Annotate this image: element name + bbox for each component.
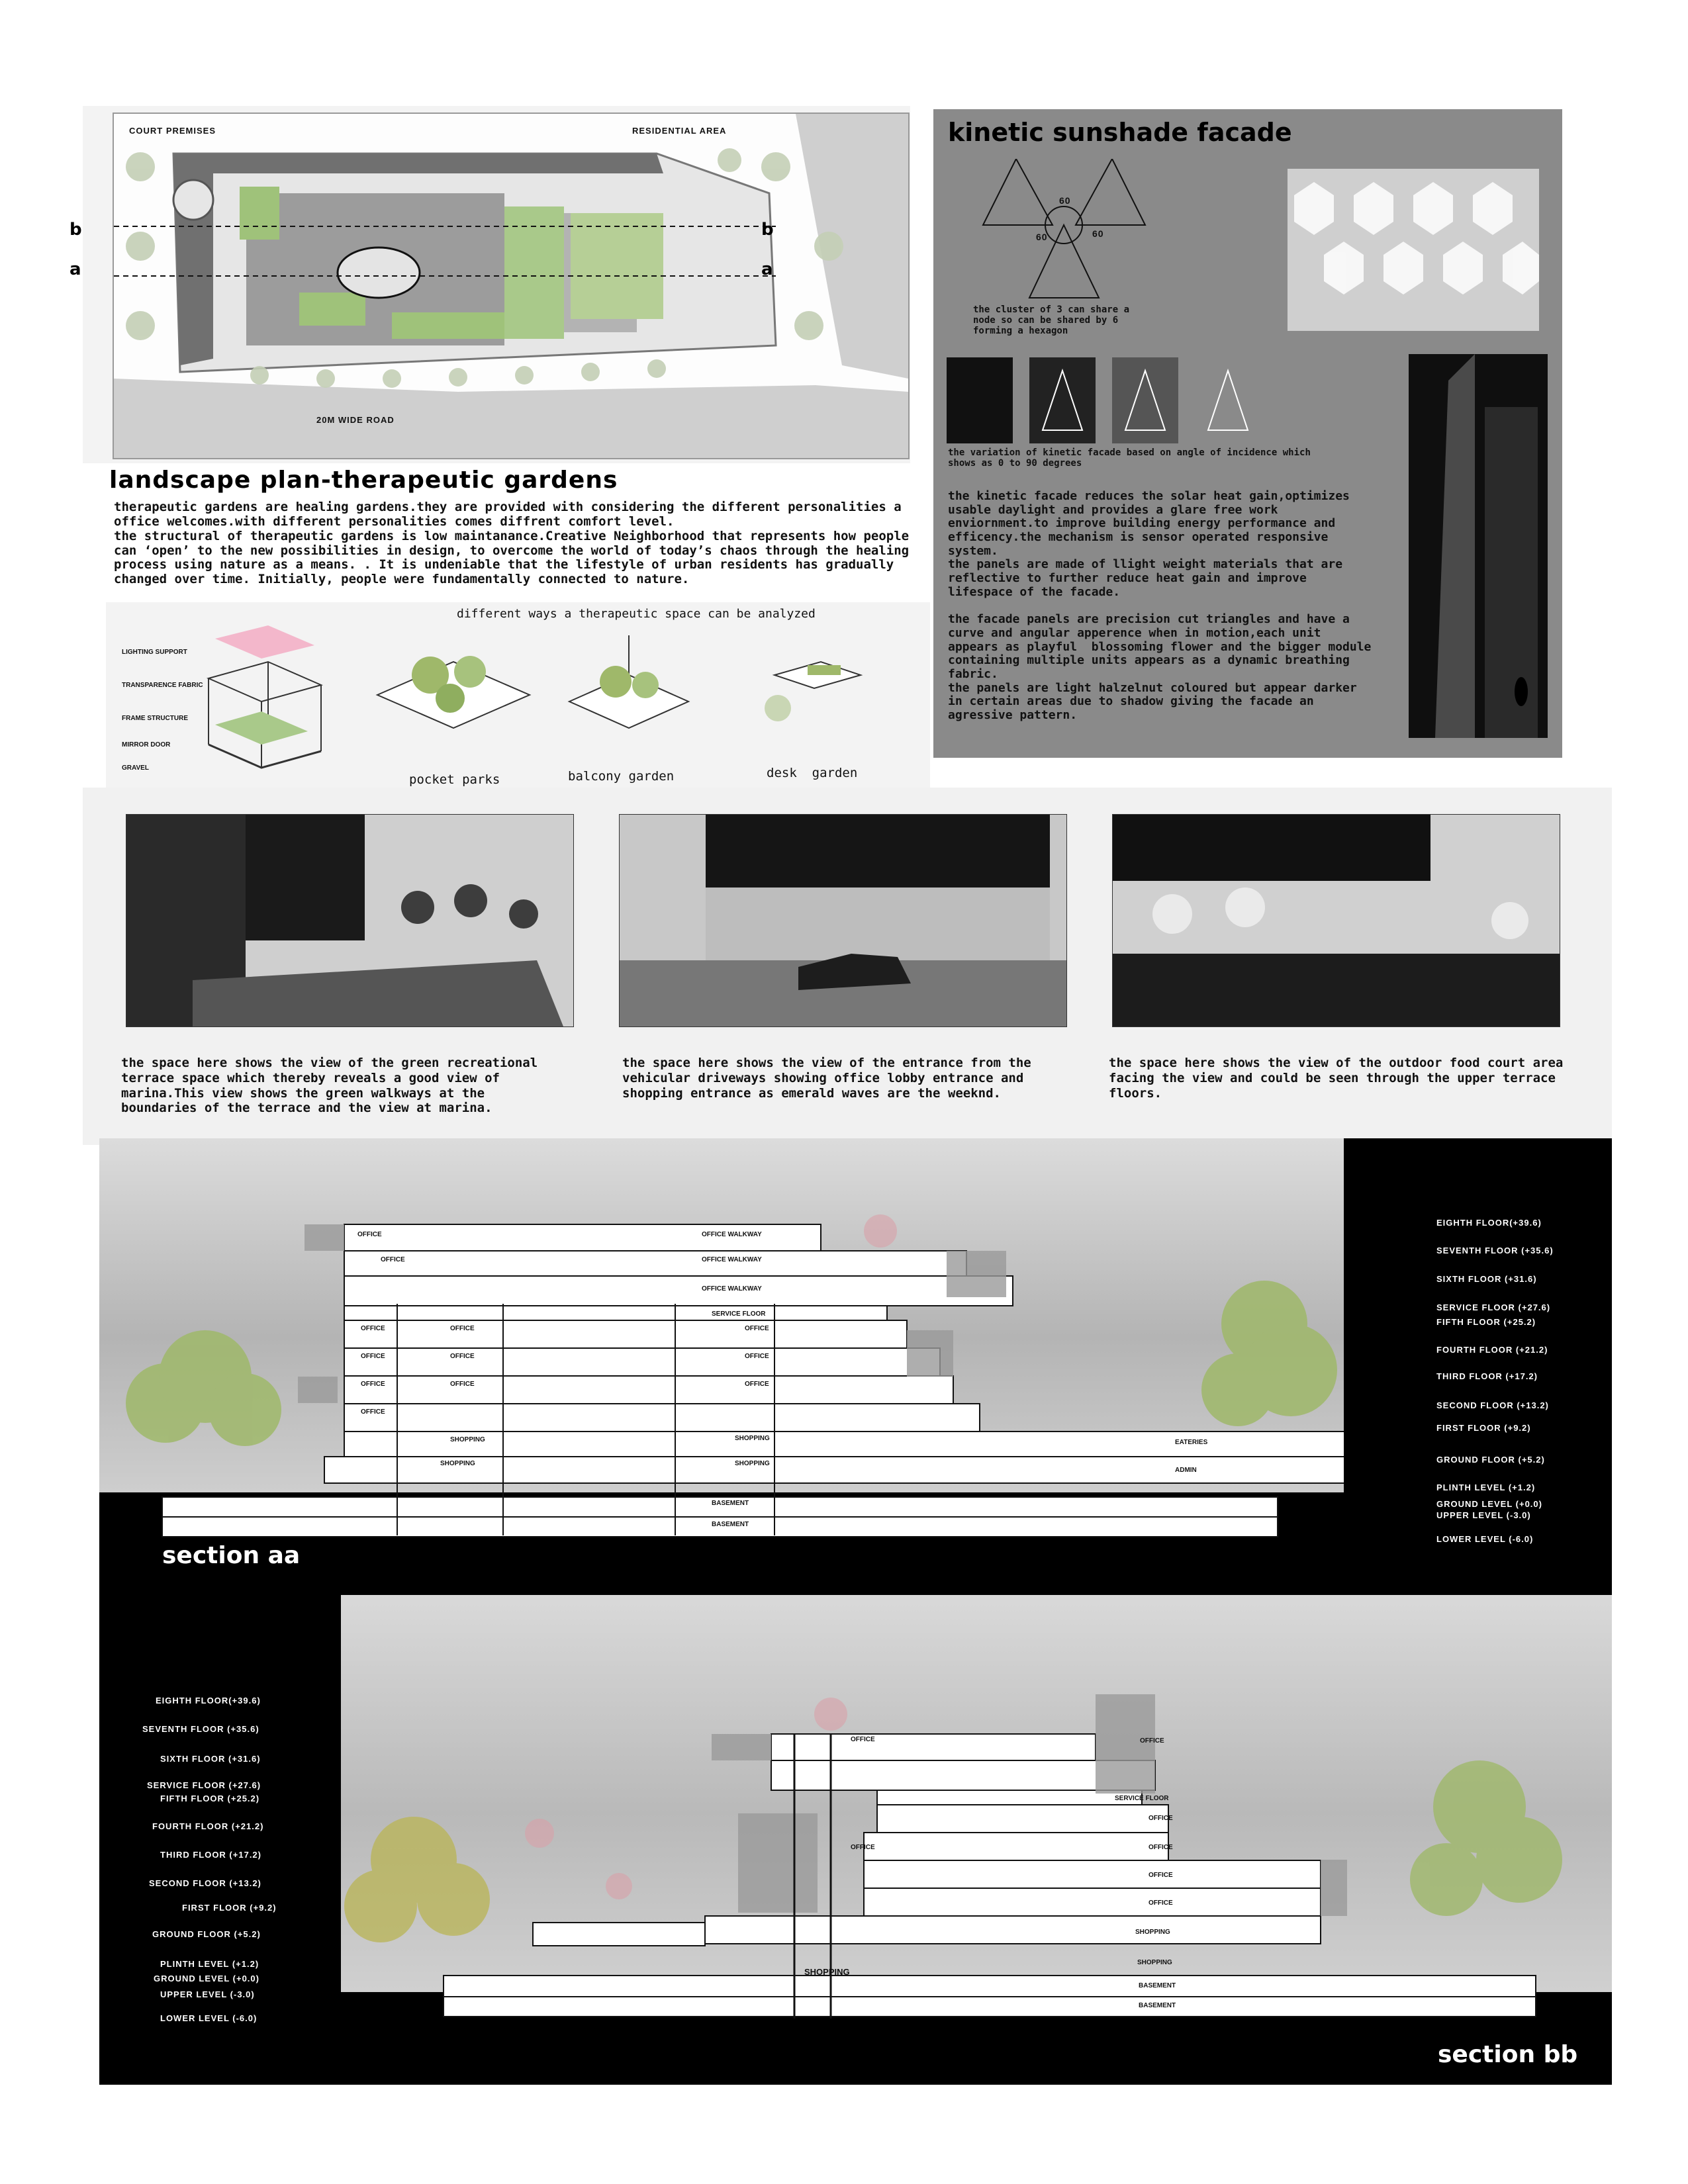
cluster-note: the cluster of 3 can share a node so can be shared by 6 forming a hexagon [973,304,1130,337]
bb-room-5: OFFICE [1149,1844,1173,1851]
view-caption-terrace: the space here shows the view of the green recreational terrace space which thereby reveals a good view of marina.This view shows the green walkways at the boundaries of the terrace and the view at marina. [121,1056,538,1116]
aa-room-5: SERVICE FLOOR [712,1310,766,1318]
view-terrace-drawing [126,815,573,1026]
variation-note: the variation of kinetic facade based on angle of incidence which shows as 0 to 90 degrees [948,447,1311,469]
aa-room-6: OFFICE [361,1325,385,1332]
aa-room-20: EATERIES [1175,1439,1208,1446]
aa-room-22: BASEMENT [712,1500,749,1507]
garden-label-desk: desk garden [767,766,858,780]
bb-level-4: FIFTH FLOOR (+25.2) [160,1794,260,1803]
aa-level-11: GROUND LEVEL (+0.0) [1436,1499,1542,1509]
section-aa-title: section aa [162,1542,301,1569]
bb-level-13: LOWER LEVEL (-6.0) [160,2013,258,2023]
aa-room-1: OFFICE WALKWAY [702,1231,762,1238]
section-marker-b-left: b [70,220,82,240]
aa-level-3: SERVICE FLOOR (+27.6) [1436,1302,1551,1312]
aa-room-0: OFFICE [357,1231,382,1238]
angle-label-left: 60 [1036,232,1048,242]
aa-level-6: THIRD FLOOR (+17.2) [1436,1371,1538,1381]
view-entrance-image [619,814,1067,1027]
angle-label-right: 60 [1092,228,1104,239]
triangle-cluster-drawing [980,159,1152,304]
aa-level-13: LOWER LEVEL (-6.0) [1436,1534,1534,1544]
axo-label-frame: FRAME STRUCTURE [122,715,188,722]
bb-level-10: PLINTH LEVEL (+1.2) [160,1959,259,1969]
triangle-cluster-diagram [980,159,1152,304]
landscape-plan-title: landscape plan-therapeutic gardens [109,467,618,494]
garden-label-pocket-parks: pocket parks [409,772,500,787]
view-caption-entrance: the space here shows the view of the entrance from the vehicular driveways showing office lobby entrance and shopping entrance as emerald waves are the weeknd. [622,1056,1031,1101]
view-entrance-drawing [620,815,1066,1026]
residential-area-label: RESIDENTIAL AREA [632,126,727,136]
road-label: 20M WIDE ROAD [316,415,395,425]
bb-room-1: OFFICE [1140,1737,1164,1745]
aa-room-23: BASEMENT [712,1521,749,1528]
bb-room-11: BASEMENT [1139,1982,1176,1989]
bb-level-2: SIXTH FLOOR (+31.6) [160,1754,261,1764]
garden-label-balcony: balcony garden [568,769,675,784]
facade-variation-drawing [947,357,1264,443]
aa-room-15: OFFICE [361,1408,385,1416]
bb-level-6: THIRD FLOOR (+17.2) [160,1850,261,1860]
bb-level-1: SEVENTH FLOOR (+35.6) [142,1724,259,1734]
bb-level-0: EIGHTH FLOOR(+39.6) [156,1696,261,1706]
aa-room-9: OFFICE [361,1353,385,1360]
section-aa-levels [1347,1138,1612,1595]
desk-garden-illustration [748,635,880,741]
bb-room-7: OFFICE [1149,1899,1173,1907]
bb-level-5: FOURTH FLOOR (+21.2) [152,1821,264,1831]
kinetic-facade-title: kinetic sunshade facade [948,118,1292,147]
aa-level-10: PLINTH LEVEL (+1.2) [1436,1482,1536,1492]
view-caption-foodcourt: the space here shows the view of the outdoor food court area facing the view and could be seen through the upper terrace floors. [1109,1056,1564,1101]
axo-label-lighting: LIGHTING SUPPORT [122,649,187,656]
bb-level-9: GROUND FLOOR (+5.2) [152,1929,261,1939]
pocket-park-illustration [371,635,536,741]
hexagon-pattern-drawing [1288,169,1539,331]
aa-room-10: OFFICE [450,1353,475,1360]
site-plan-drawing [114,114,908,458]
aa-level-1: SEVENTH FLOOR (+35.6) [1436,1246,1554,1255]
court-premises-label: COURT PREMISES [129,126,216,136]
bb-room-0: OFFICE [851,1736,875,1743]
aa-room-17: SHOPPING [735,1435,770,1442]
bb-level-8: FIRST FLOOR (+9.2) [182,1903,277,1913]
axo-label-fabric: TRANSPARENCE FABRIC [122,682,203,689]
aa-room-21: ADMIN [1175,1467,1197,1474]
bb-room-9: SHOPPING [1137,1959,1172,1966]
aa-room-2: OFFICE [381,1256,405,1263]
facade-perspective-image [1409,354,1548,738]
section-marker-b-right: b [761,220,774,240]
aa-level-9: GROUND FLOOR (+5.2) [1436,1455,1545,1465]
section-marker-a-right: a [761,259,773,279]
balcony-garden-illustration [563,635,695,741]
aa-room-7: OFFICE [450,1325,475,1332]
bb-room-12: BASEMENT [1139,2002,1176,2009]
aa-level-5: FOURTH FLOOR (+21.2) [1436,1345,1548,1355]
aa-level-4: FIFTH FLOOR (+25.2) [1436,1317,1536,1327]
axo-label-mirror: MIRROR DOOR [122,741,171,749]
aa-room-11: OFFICE [745,1353,769,1360]
aa-room-18: SHOPPING [440,1460,475,1467]
aa-room-4: OFFICE WALKWAY [702,1285,762,1293]
angle-label-top: 60 [1059,195,1071,206]
bb-room-6: OFFICE [1149,1872,1173,1879]
axo-label-gravel: GRAVEL [122,764,149,772]
aa-level-8: FIRST FLOOR (+9.2) [1436,1423,1531,1433]
bb-room-8: SHOPPING [1135,1929,1170,1936]
bb-level-7: SECOND FLOOR (+13.2) [149,1878,261,1888]
aa-room-14: OFFICE [745,1381,769,1388]
bb-room-4: OFFICE [851,1844,875,1851]
aa-room-13: OFFICE [450,1381,475,1388]
bb-level-3: SERVICE FLOOR (+27.6) [147,1780,261,1790]
bb-level-12: UPPER LEVEL (-3.0) [160,1989,255,1999]
section-bb-title: section bb [1438,2041,1578,2068]
section-marker-a-left: a [70,259,81,279]
bb-level-11: GROUND LEVEL (+0.0) [154,1974,259,1983]
bb-room-10: SHOPPING [804,1967,850,1977]
aa-room-12: OFFICE [361,1381,385,1388]
bb-room-2: SERVICE FLOOR [1115,1795,1169,1802]
section-bb-building [341,1595,1612,2085]
facade-description: the kinetic facade reduces the solar heat gain,optimizes usable daylight and provides a glare free work enviornment.to improve building energy performance and efficency.the mechanism is sensor operated responsive system. the panels are made of llight weight materials that are reflective to further reduce heat gain and improve lifespace of the facade. the facade panels are precision cut triangles and have a curve and angular apperence when in motion,each unit appears as playful blossoming flower and the bigger module containing multiple units appears as a dynamic breathing fabric. the panels are light halzelnut coloured but appear darker in certain areas due to shadow giving the facade an agressive pattern. [948,489,1372,722]
aa-room-8: OFFICE [745,1325,769,1332]
pocket-park-drawing [371,635,536,741]
section-bb-drawing [341,1595,1612,2085]
aa-room-3: OFFICE WALKWAY [702,1256,762,1263]
aa-level-0: EIGHTH FLOOR(+39.6) [1436,1218,1542,1228]
aa-room-19: SHOPPING [735,1460,770,1467]
facade-variation-images [947,357,1264,443]
analysis-title: different ways a therapeutic space can be analyzed [457,607,816,621]
view-foodcourt-image [1112,814,1560,1027]
hexagon-pattern-image [1288,169,1539,331]
aa-level-7: SECOND FLOOR (+13.2) [1436,1400,1549,1410]
desk-garden-drawing [748,635,880,741]
balcony-garden-drawing [563,635,695,741]
view-foodcourt-drawing [1113,815,1560,1026]
view-terrace-image [126,814,574,1027]
site-plan [113,113,910,459]
aa-level-2: SIXTH FLOOR (+31.6) [1436,1274,1537,1284]
aa-level-12: UPPER LEVEL (-3.0) [1436,1510,1531,1520]
facade-perspective-drawing [1409,354,1548,738]
aa-room-16: SHOPPING [450,1436,485,1443]
therapeutic-gardens-description: therapeutic gardens are healing gardens.they are provided with considering the different personalities a office welcomes.with different personalities comes diffrent comfort level. the structural of therapeutic gardens is low maintanance.Creative Neighborhood that represents how people can ‘open’ to the new possibilities in design, to overcome the world of today’s chaos through the healing process using nature as a means. . It is undeniable that the lifestyle of urban residents has gradually changed over time. Initially, people were fundamentally connected to nature. [114,500,910,587]
bb-room-3: OFFICE [1149,1815,1173,1822]
section-bb-levels [99,1595,341,2085]
